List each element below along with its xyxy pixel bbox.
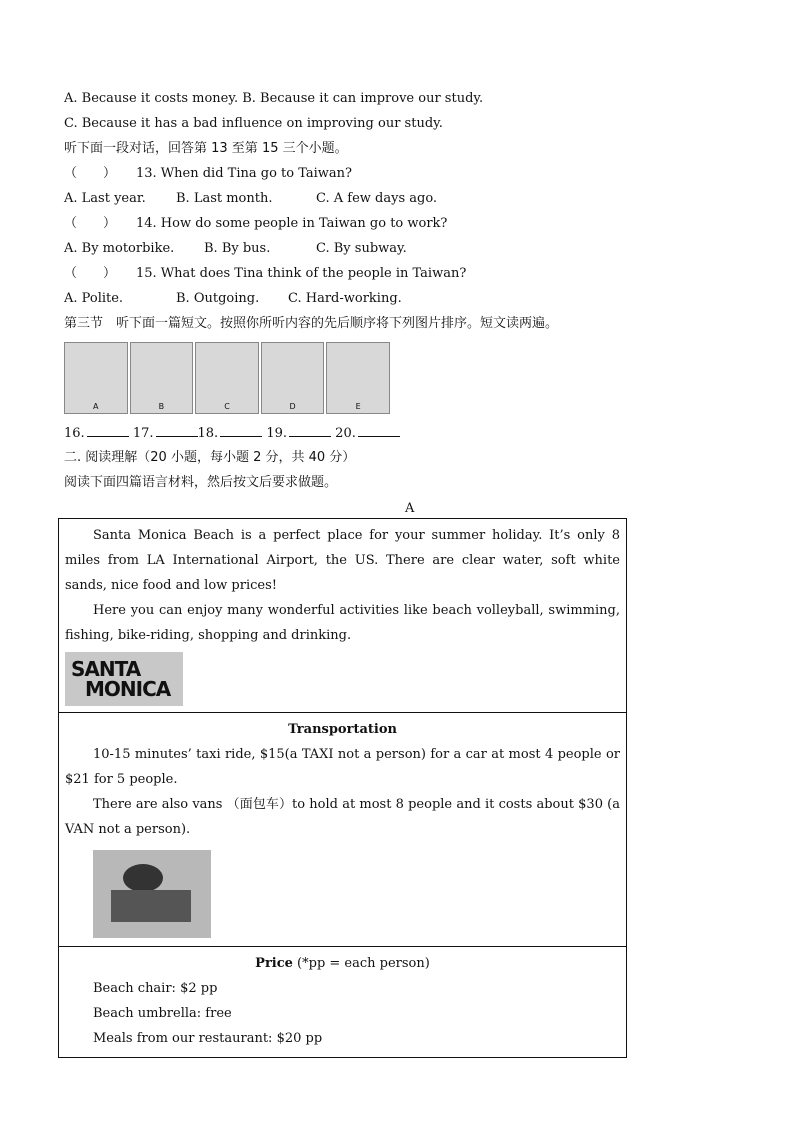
blank-19[interactable] (289, 424, 331, 437)
picture-a-label: A (93, 402, 99, 411)
transport-cell (59, 713, 626, 947)
blank-19-label: 19. (266, 426, 288, 441)
picture-d (261, 342, 325, 414)
picture-b (130, 342, 194, 414)
q12-option-c: C. Because it has a bad influence on improving our study. (64, 116, 443, 131)
q15-option-a: A. Polite. (64, 291, 124, 306)
q12-options-ab: A. Because it costs money. B. Because it can improve our study. (64, 91, 484, 106)
q15-answer-paren[interactable]: （ ） (64, 266, 117, 281)
q14 (64, 215, 447, 233)
price-title: Price (255, 956, 293, 971)
blank-16[interactable] (87, 424, 129, 437)
q14-options (64, 240, 407, 258)
q14-option-a: A. By motorbike. (64, 241, 175, 256)
q14-text: 14. How do some people in Taiwan go to work? (136, 216, 448, 231)
price-heading (65, 951, 620, 976)
q13-answer-paren[interactable]: （ ） (64, 166, 117, 181)
q13-text: 13. When did Tina go to Taiwan? (136, 166, 353, 181)
q15-text: 15. What does Tina think of the people in Taiwan? (136, 266, 467, 281)
van-photo (93, 850, 211, 938)
price-item-meals: Meals from our restaurant: $20 pp (93, 1031, 323, 1046)
transport-paragraph-2: There are also vans （面包车）to hold at most 8 people and it costs about $30 (a VAN not a person). (65, 797, 620, 837)
picture-c (195, 342, 259, 414)
logo-line-1: SANTA (71, 657, 141, 681)
blank-20-label: 20. (335, 426, 356, 441)
logo-line-2: MONICA (85, 677, 171, 701)
q14-option-c: C. By subway. (316, 241, 407, 256)
blank-18-label: 18. (197, 426, 219, 441)
reading-instruction: 阅读下面四篇语言材料，然后按文后要求做题。 (64, 475, 338, 490)
q13 (64, 165, 352, 183)
q15-options (64, 290, 402, 308)
q13-option-a: A. Last year. (64, 191, 146, 206)
blank-16-label: 16. (64, 426, 85, 441)
q14-answer-paren[interactable]: （ ） (64, 216, 117, 231)
price-cell (59, 947, 626, 1057)
intro-paragraph-2: Here you can enjoy many wonderful activities like beach volleyball, swimming, fishing, bike-riding, shopping and drinking. (65, 603, 620, 643)
q13-option-b: B. Last month. (176, 191, 273, 206)
picture-e (326, 342, 390, 414)
price-item-chair: Beach chair: $2 pp (93, 981, 218, 996)
transport-title: Transportation (288, 722, 397, 737)
santa-monica-logo (65, 652, 183, 706)
q15-option-b: B. Outgoing. (176, 291, 260, 306)
price-item-umbrella: Beach umbrella: free (93, 1006, 232, 1021)
passage-label: A (405, 501, 415, 516)
picture-c-label: C (224, 402, 230, 411)
part2-heading: 二. 阅读理解（20 小题，每小题 2 分，共 40 分） (64, 450, 356, 465)
q13-option-c: C. A few days ago. (316, 191, 438, 206)
q15 (64, 265, 466, 283)
blank-18[interactable] (220, 424, 262, 437)
picture-b-label: B (158, 402, 165, 411)
passage-table (58, 518, 627, 1058)
dialog-instruction: 听下面一段对话，回答第 13 至第 15 三个小题。 (64, 141, 348, 156)
transport-paragraph-1: 10-15 minutes’ taxi ride, $15(a TAXI not a person) for a car at most 4 people or $21 for 5 people. (65, 747, 620, 787)
picture-a (64, 342, 128, 414)
blank-17-label: 17. (132, 426, 154, 441)
picture-strip (64, 342, 390, 414)
q14-option-b: B. By bus. (204, 241, 271, 256)
q15-option-c: C. Hard-working. (288, 291, 402, 306)
picture-e-label: E (355, 402, 361, 411)
section3-instruction: 第三节 听下面一篇短文。按照你所听内容的先后顺序将下列图片排序。短文读两遍。 (64, 316, 559, 331)
blank-17[interactable] (156, 424, 198, 437)
blank-20[interactable] (358, 424, 400, 437)
price-note: (*pp = each person) (292, 956, 430, 971)
answer-blanks (64, 424, 400, 443)
q13-options (64, 190, 437, 208)
picture-d-label: D (289, 402, 296, 411)
intro-paragraph-1: Santa Monica Beach is a perfect place for your summer holiday. It’s only 8 miles from LA International Airport, the US. There are clear water, soft white sands, nice food and low prices! (65, 528, 620, 593)
intro-cell (59, 519, 626, 713)
